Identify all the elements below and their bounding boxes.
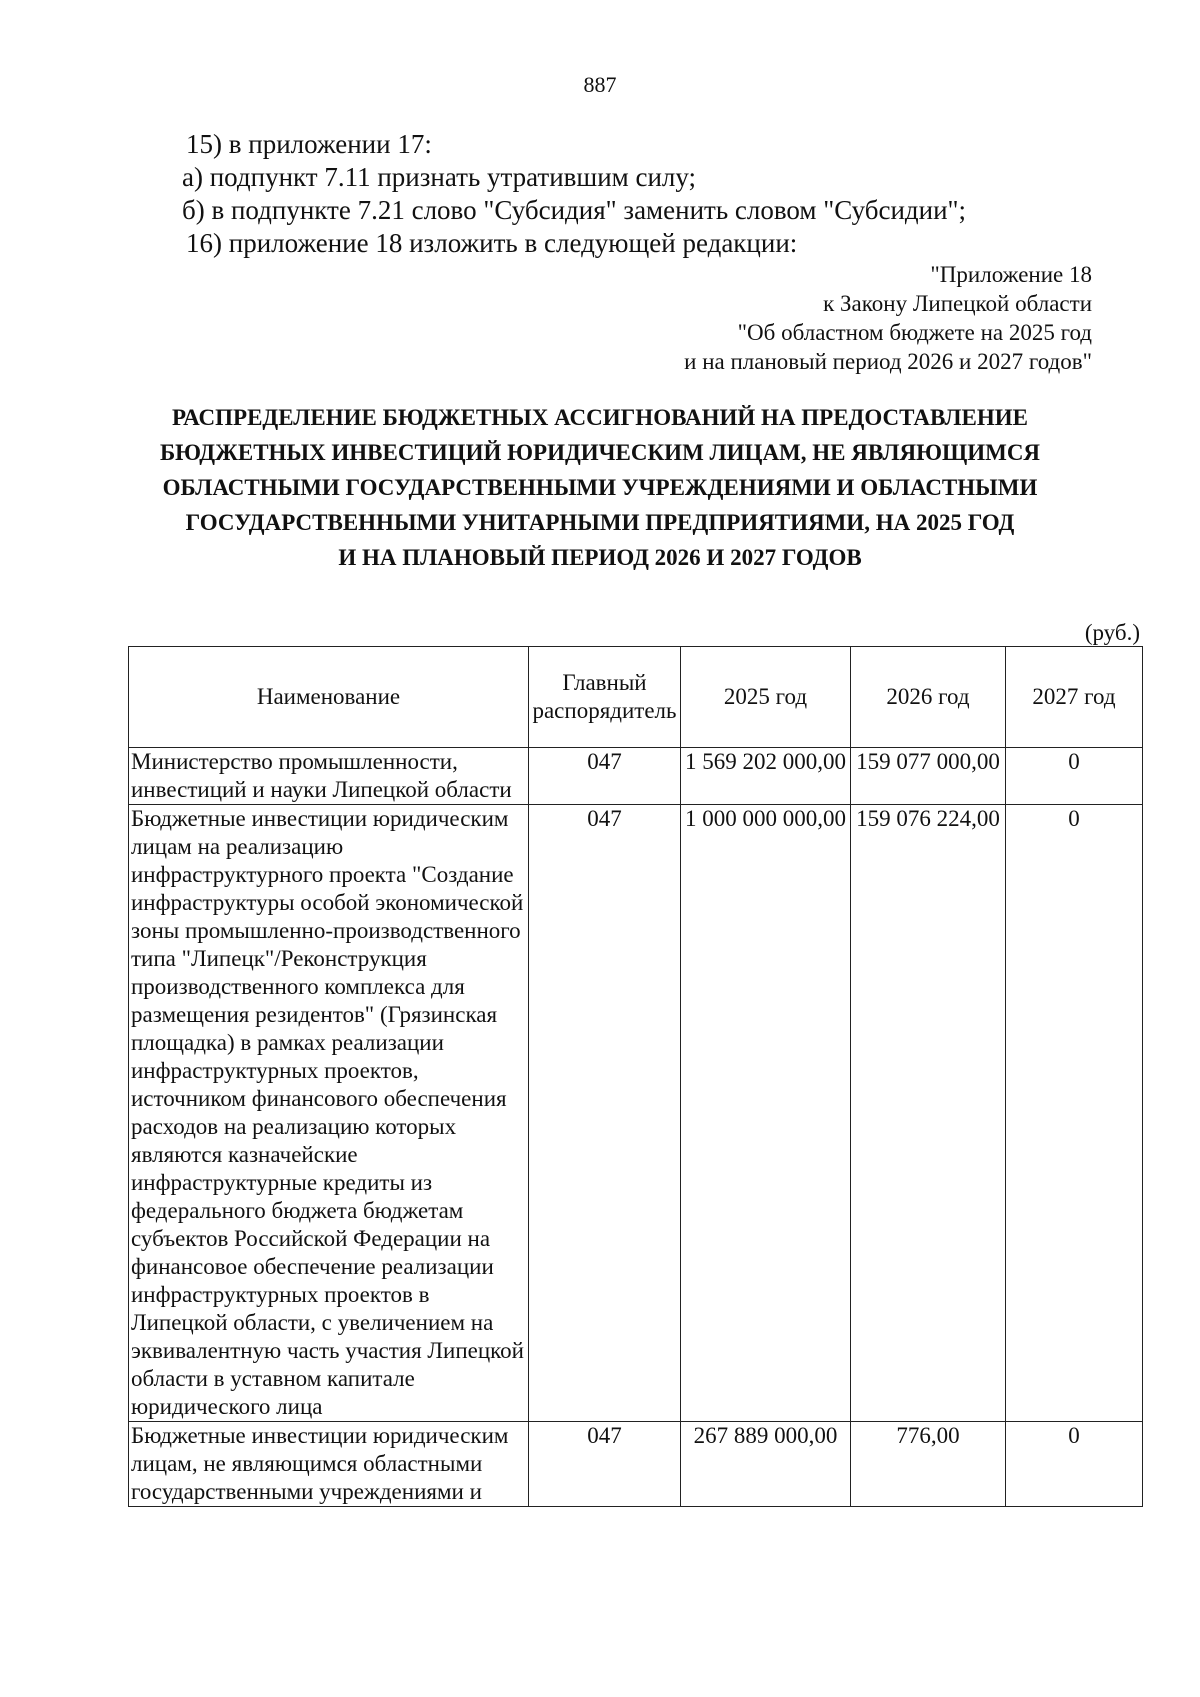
header-2026: 2026 год bbox=[851, 647, 1006, 748]
table-header-row bbox=[129, 647, 1143, 748]
header-main-manager bbox=[529, 647, 681, 748]
row-2025: 267 889 000,00 bbox=[681, 1422, 851, 1507]
amendment-line: а) подпункт 7.11 признать утратившим силу; bbox=[182, 162, 697, 192]
appendix-line: и на плановый период 2026 и 2027 годов" bbox=[684, 349, 1092, 374]
header-2027: 2027 год bbox=[1006, 647, 1143, 748]
appendix-header bbox=[684, 260, 1092, 376]
row-2027: 0 bbox=[1006, 1422, 1143, 1507]
table-row bbox=[129, 1422, 1143, 1507]
appendix-line: к Закону Липецкой области bbox=[823, 291, 1092, 316]
amendment-line: б) в подпункте 7.21 слово "Субсидия" заменить словом "Субсидии"; bbox=[182, 195, 967, 225]
document-title bbox=[100, 400, 1100, 575]
row-2025: 1 569 202 000,00 bbox=[681, 748, 851, 805]
row-main-manager: 047 bbox=[529, 1422, 681, 1507]
row-main-manager: 047 bbox=[529, 748, 681, 805]
row-2026: 776,00 bbox=[851, 1422, 1006, 1507]
page-number: 887 bbox=[583, 72, 617, 97]
table-row bbox=[129, 805, 1143, 1422]
row-name: Бюджетные инвестиции юридическим лицам на реализацию инфраструктурного проекта "Создание инфраструктуры особой экономической зоны промышленно-производственного типа "Липецк"/Реконструкция производственного комплекса для размещения резидентов" (Грязинская площадка) в рамках реализации инфраструктурных проектов, источником финансового обеспечения расходов на реализацию которых являются казначейские инфраструктурные кредиты из федерального бюджета бюджетам субъектов Российской Федерации на финансовое обеспечение реализации инфраструктурных проектов в Липецкой области, с увеличением на эквивалентную часть участия Липецкой области в уставном капитале юридического лица bbox=[129, 805, 529, 1422]
header-2025: 2025 год bbox=[681, 647, 851, 748]
row-2026: 159 077 000,00 bbox=[851, 748, 1006, 805]
amendment-line: 16) приложение 18 изложить в следующей редакции: bbox=[186, 228, 798, 258]
row-main-manager: 047 bbox=[529, 805, 681, 1422]
row-name: Бюджетные инвестиции юридическим лицам, не являющимся областными государственными учреждениями и bbox=[129, 1422, 529, 1507]
currency-unit: (руб.) bbox=[1084, 620, 1140, 645]
row-2027: 0 bbox=[1006, 805, 1143, 1422]
title-line: РАСПРЕДЕЛЕНИЕ БЮДЖЕТНЫХ АССИГНОВАНИЙ НА ПРЕДОСТАВЛЕНИЕ bbox=[171, 405, 1029, 430]
row-2026: 159 076 224,00 bbox=[851, 805, 1006, 1422]
header-main-manager-line2: распорядитель bbox=[532, 698, 677, 723]
header-main-manager-line1: Главный bbox=[562, 670, 647, 695]
amendment-line: 15) в приложении 17: bbox=[186, 129, 432, 159]
budget-table bbox=[128, 646, 1143, 1507]
appendix-line: "Об областном бюджете на 2025 год bbox=[737, 320, 1092, 345]
table-row bbox=[129, 748, 1143, 805]
row-name: Министерство промышленности, инвестиций и науки Липецкой области bbox=[129, 748, 529, 805]
row-2027: 0 bbox=[1006, 748, 1143, 805]
header-name: Наименование bbox=[129, 647, 529, 748]
title-line: И НА ПЛАНОВЫЙ ПЕРИОД 2026 И 2027 ГОДОВ bbox=[338, 545, 862, 570]
title-line: БЮДЖЕТНЫХ ИНВЕСТИЦИЙ ЮРИДИЧЕСКИМ ЛИЦАМ, НЕ ЯВЛЯЮЩИМСЯ bbox=[159, 440, 1041, 465]
title-line: ГОСУДАРСТВЕННЫМИ УНИТАРНЫМИ ПРЕДПРИЯТИЯМИ, НА 2025 ГОД bbox=[185, 510, 1015, 535]
row-2025: 1 000 000 000,00 bbox=[681, 805, 851, 1422]
title-line: ОБЛАСТНЫМИ ГОСУДАРСТВЕННЫМИ УЧРЕЖДЕНИЯМИ И ОБЛАСТНЫМИ bbox=[162, 475, 1038, 500]
amendment-text bbox=[182, 128, 1106, 260]
appendix-line: "Приложение 18 bbox=[930, 262, 1092, 287]
